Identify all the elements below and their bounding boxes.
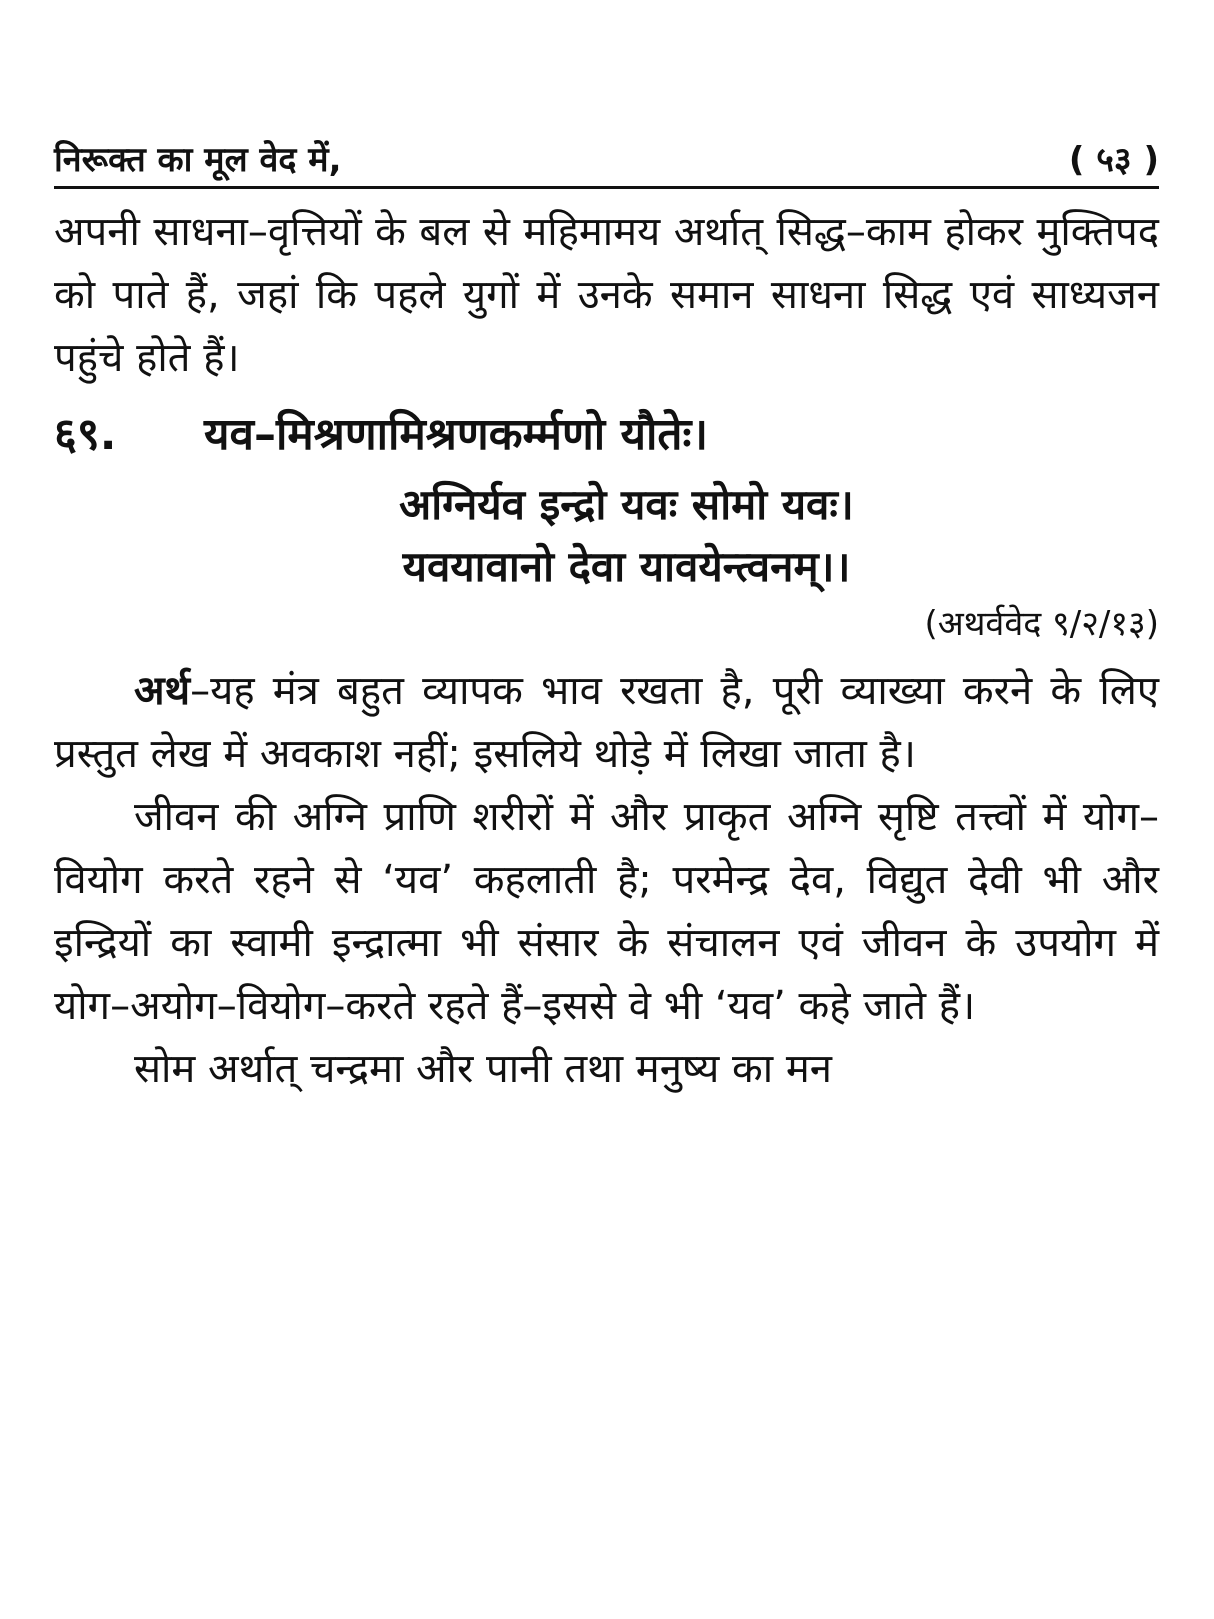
meaning-text: –यह मंत्र बहुत व्यापक भाव रखता है, पूरी व्याख्या करने के लिए प्रस्तुत लेख में अवकाश नहीं; इसलिये थोड़े में लिखा जाता है। <box>54 668 1159 777</box>
page-number: ( ५३ ) <box>1068 140 1159 180</box>
running-header <box>54 140 1159 184</box>
verse-number: ६९. <box>54 409 117 460</box>
mantra-line-1: अग्निर्यव इन्द्रो यवः सोमो यवः। <box>399 480 854 529</box>
book-page <box>54 140 1159 1101</box>
mantra-line-2: यवयावानो देवा यावयेन्त्वनम्।। <box>402 542 851 591</box>
verse-heading <box>54 400 1159 470</box>
paragraph-yava: जीवन की अग्नि प्राणि शरीरों में और प्राकृत अग्नि सृष्टि तत्त्वों में योग–वियोग करते रहने से ‘यव’ कहलाती है; परमेन्द्र देव, विद्युत देवी भी और इन्द्रियों का स्वामी इन्द्रात्मा भी संसार के संचालन एवं जीवन के उपयोग में योग–अयोग–वियोग–करते रहते हैं–इससे वे भी ‘यव’ कहे जाते हैं। <box>54 794 1159 1029</box>
header-rule <box>54 186 1159 189</box>
verse-title: यव–मिश्रणामिश्रणकर्म्मणो यौतेः। <box>204 409 709 460</box>
meaning-paragraph <box>54 660 1159 786</box>
paragraph-continued: अपनी साधना–वृत्तियों के बल से महिमामय अर्थात् सिद्ध–काम होकर मुक्तिपद को पाते हैं, जहां कि पहले युगों में उनके समान साधना सिद्ध एवं साध्यजन पहुंचे होते हैं। <box>54 209 1159 381</box>
paragraph-soma: सोम अर्थात् चन्द्रमा और पानी तथा मनुष्य का मन <box>134 1046 832 1092</box>
citation: (अथर्ववेद ९/२/१३) <box>924 604 1159 644</box>
meaning-label: अर्थ <box>134 668 191 714</box>
mantra-block <box>54 474 1159 598</box>
header-title: निरूक्त का मूल वेद में, <box>54 140 342 180</box>
